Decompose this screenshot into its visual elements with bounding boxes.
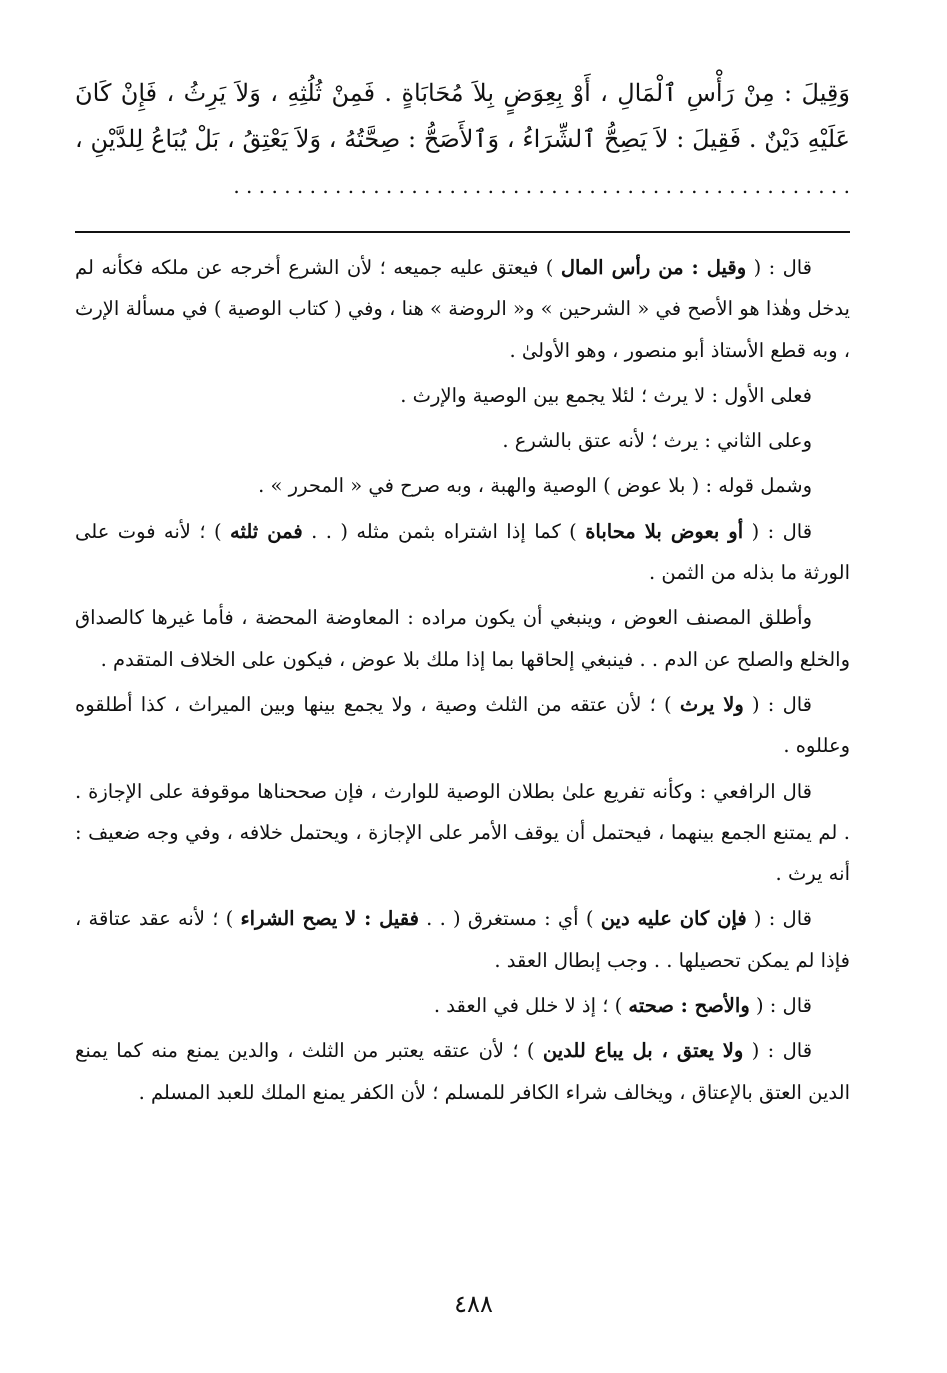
commentary-text: ) ؛ لأنه عقد عتاقة ، فإذا لم يمكن تحصيلها . . وجب إبطال العقد .: [75, 907, 850, 972]
commentary-text: ) ؛ لأن عتقه من الثلث وصية ، ولا يجمع بينها وبين الميراث ، كذا أطلقوه وعللوه .: [75, 692, 850, 758]
commentary-paragraph-10: [75, 985, 850, 1026]
main-text-line-1: وَقِيلَ : مِنْ رَأْسِ ٱلْمَالِ ، أَوْ بِعِوَضٍ بِلاَ مُحَابَاةٍ . فَمِنْ ثُلُثِهِ ، وَلاَ يَرِثُ ، فَإِنْ كَانَ: [75, 79, 850, 107]
quote-lead: قال : (: [751, 692, 813, 716]
commentary-text: ) كما إذا اشتراه بثمن مثله ( . .: [311, 519, 577, 543]
quote-lead: قال : (: [751, 519, 813, 543]
commentary-paragraph-2: فعلى الأول : لا يرث ؛ لئلا يجمع بين الوصية والإرث .: [400, 383, 812, 407]
commentary-paragraph-5: [75, 511, 850, 594]
commentary-paragraph-3: وعلى الثاني : يرث ؛ لأنه عتق بالشرع .: [502, 429, 812, 453]
commentary-text: ) فيعتق عليه جميعه ؛ لأن الشرع أخرجه عن ملكه فكأنه لم يدخل وهٰذا هو الأصح في « الشرحين » و« الروضة » هنا ، وفي ( كتاب الوصية ) في مسألة الإرث ، وبه قطع الأستاذ أبو منصور ، وهو الأولىٰ .: [75, 256, 850, 362]
commentary-paragraph-11: [75, 1030, 850, 1113]
page-body: [75, 70, 850, 1117]
quote-lead: قال : (: [751, 1039, 813, 1063]
quoted-matn: فمن ثلثه: [230, 519, 303, 543]
commentary-text: ) ؛ إذ لا خلل في العقد .: [433, 994, 623, 1018]
commentary-text: ) ؛ لأن عتقه يعتبر من الثلث ، والدين يمنع منه كما يمنع الدين العتق بالإعتاق ، ويخالف شراء الكافر للمسلم ؛ لأن الكفر يمنع الملك للعبد المسلم .: [75, 1039, 850, 1104]
main-text-line-3: لِلدَّيْنِ ،: [75, 125, 144, 153]
quote-lead: قال : (: [753, 256, 813, 279]
commentary-paragraph-8: قال الرافعي : وكأنه تفريع علىٰ بطلان الوصية للوارث ، فإن صححناها موقوفة على الإجازة . . لم يمتنع الجمع بينهما ، فيحتمل أن يوقف الأمر على الإجازة ، ويحتمل خلافه ، وفي وجه ضعيف : أنه يرث .: [75, 779, 850, 886]
quoted-matn: ولا يعتق ، بل يباع للدين: [542, 1039, 744, 1063]
quoted-matn: أو بعوض بلا محاباة: [585, 519, 744, 543]
commentary-text: ) ؛ لأنه فوت على الورثة ما بذله من الثمن .: [75, 519, 850, 585]
dotted-leader: . . . . . . . . . . . . . . . . . . . . . . . . . . . . . . . . . . . . . . . . . . . . . . . . .: [233, 174, 850, 198]
commentary-paragraph-9: [75, 898, 850, 981]
commentary-paragraph-6: وأطلق المصنف العوض ، وينبغي أن يكون مراده : المعاوضة المحضة ، فأما غيرها كالصداق والخلع والصلح عن الدم . . فينبغي إلحاقها بما إذا ملك بلا عوض ، فيكون على الخلاف المتقدم .: [75, 606, 850, 671]
commentary-paragraph-4: وشمل قوله : ( بلا عوض ) الوصية والهبة ، وبه صرح في « المحرر » .: [258, 474, 812, 498]
quoted-matn: وقيل : من رأس المال: [560, 256, 747, 279]
commentary: [75, 247, 850, 1113]
main-text-line-2: عَلَيْهِ دَيْنٌ . فَقِيلَ : لاَ يَصِحُّ ٱلشِّرَاءُ ، وَٱلأَصَحُّ : صِحَّتُهُ ، وَلاَ يَعْتِقُ ، بَلْ يُبَاعُ: [151, 125, 850, 153]
separator-rule: [75, 231, 850, 233]
quoted-matn: والأصح : صحته: [628, 994, 750, 1018]
commentary-text: ) أي : مستغرق ( . .: [426, 907, 594, 931]
page-number: ٤٨٨: [454, 1290, 493, 1318]
quoted-matn: فإن كان عليه دين: [600, 907, 747, 931]
commentary-paragraph-7: [75, 684, 850, 767]
main-text: [75, 70, 850, 209]
quoted-matn: ولا يرث: [679, 692, 744, 716]
quote-lead: قال : (: [753, 907, 812, 931]
quote-lead: قال : (: [755, 994, 812, 1018]
commentary-paragraph-1: [75, 247, 850, 371]
quoted-matn: فقيل : لا يصح الشراء: [240, 907, 419, 931]
